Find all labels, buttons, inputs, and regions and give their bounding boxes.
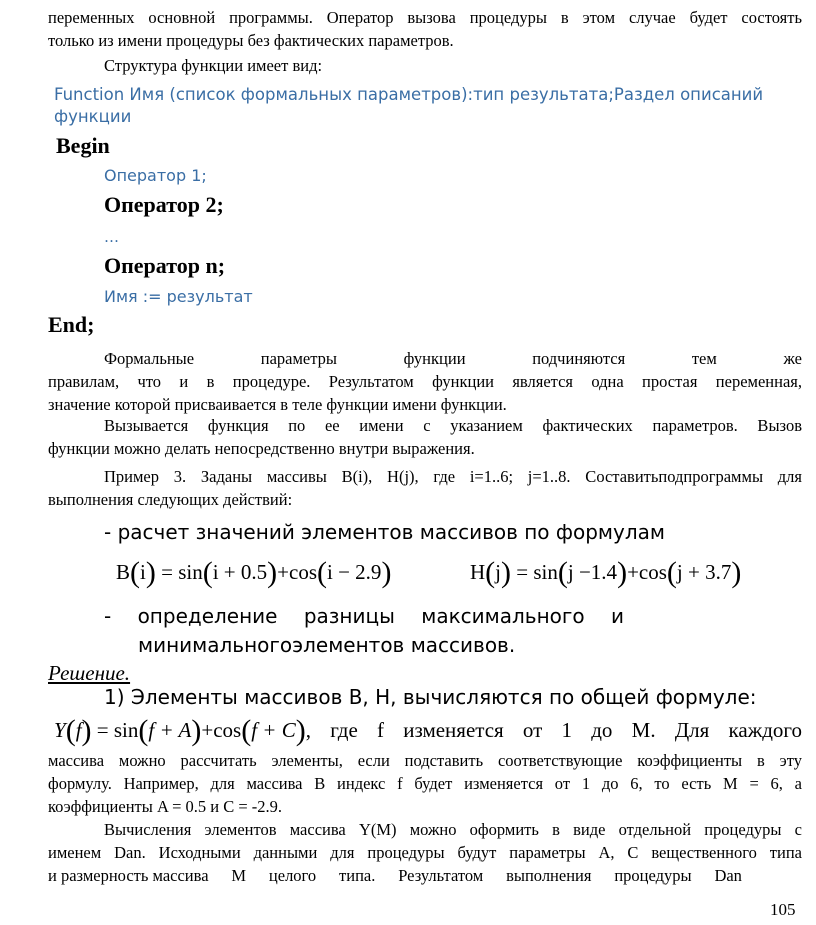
- word: M.: [631, 718, 656, 742]
- code-ellipsis: …: [104, 228, 119, 246]
- intro-line-2: только из имени процедуры без фактических параметров.: [48, 31, 454, 50]
- page-number: 105: [770, 900, 796, 919]
- function-header-line-1: Function Имя (список формальных параметров):тип результата;Раздел описаний: [54, 85, 764, 104]
- word: разницы: [303, 604, 395, 628]
- word: максимального: [421, 604, 585, 628]
- word: Формальные: [104, 349, 195, 368]
- comma: ,: [305, 718, 311, 742]
- word: Для: [674, 718, 710, 742]
- formula-b-arg: i: [140, 560, 146, 584]
- sin-arg: j −1.4: [567, 560, 618, 584]
- cos-fn: cos: [289, 560, 317, 584]
- solution-heading: Решение.: [48, 661, 131, 685]
- word: 1: [561, 718, 573, 742]
- sin-fn: sin: [113, 718, 139, 742]
- word: Dan: [714, 866, 742, 885]
- cos-arg: f + C: [251, 718, 296, 742]
- formula-h-arg: j: [495, 560, 502, 584]
- solution-step-1: 1) Элементы массивов B, H, вычисляются по общей формуле:: [104, 685, 757, 709]
- word: изменяется: [403, 718, 504, 742]
- word: типа.: [339, 866, 376, 885]
- intro-line-1: переменных основной программы. Оператор вызова процедуры в этом случае будет состоять: [48, 8, 802, 27]
- formula-y-line: [54, 714, 802, 748]
- code-begin: Begin: [56, 133, 110, 158]
- sin-arg: i + 0.5: [212, 560, 268, 584]
- code-end: End;: [48, 312, 95, 337]
- code-assign-result: Имя := результат: [104, 287, 253, 306]
- formula-b-lhs: B: [116, 560, 131, 584]
- para2-line-1: Вызывается функция по ее имени с указанием фактических параметров. Вызов: [104, 416, 802, 435]
- equals-sign: =: [516, 560, 529, 584]
- formula-y: Y(f) = sin(f + A)+cos(f + C),: [54, 714, 311, 747]
- code-operator-n: Оператор n;: [104, 253, 226, 278]
- word: определение: [137, 604, 278, 628]
- solution-line-3: формулу. Например, для массива B индекс f будет изменяется от 1 до 6, то есть M = 6, а: [48, 774, 802, 793]
- task-2-line-2: минимальногоэлементов массивов.: [138, 633, 516, 657]
- word: параметры: [260, 349, 337, 368]
- para1-line-2: правилам, что и в процедуре. Результатом функции является одна простая переменная,: [48, 372, 802, 391]
- plus-sign: +: [277, 560, 289, 584]
- para1-line-3: значение которой присваивается в теле функции имени функции.: [48, 395, 507, 414]
- word: тем: [691, 349, 717, 368]
- cos-arg: j + 3.7: [676, 560, 732, 584]
- structure-caption: Структура функции имеет вид:: [104, 56, 323, 75]
- cos-fn: cos: [638, 560, 667, 584]
- function-header-line-2: функции: [54, 107, 132, 126]
- sin-fn: sin: [178, 560, 203, 584]
- word: M: [231, 866, 247, 885]
- para2-line-2: функции можно делать непосредственно внутри выражения.: [48, 439, 475, 458]
- equals-sign: =: [96, 718, 109, 742]
- formula-y-lhs: Y: [54, 718, 66, 742]
- cos-arg: i − 2.9: [327, 560, 382, 584]
- word: до: [591, 718, 613, 742]
- word: Результатом: [398, 866, 484, 885]
- formula-h: H(j) = sin(j −1.4)+cos(j + 3.7): [470, 556, 742, 589]
- para3-line-2: именем Dan. Исходными данными для процедуры будут параметры A, C вещественного типа: [48, 843, 802, 862]
- example-line-2: выполнения следующих действий:: [48, 490, 293, 509]
- para3-line-1: Вычисления элементов массива Y(M) можно оформить в виде отдельной процедуры с: [104, 820, 802, 839]
- sin-arg: f + A: [148, 718, 192, 742]
- code-operator-2: Оператор 2;: [104, 192, 224, 217]
- plus-sign: +: [627, 560, 639, 584]
- sin-fn: sin: [533, 560, 558, 584]
- word: выполнения: [506, 866, 592, 885]
- word: f: [376, 718, 384, 742]
- word: и: [610, 604, 624, 628]
- plus-sign: +: [201, 718, 214, 742]
- solution-line-2: массива можно рассчитать элементы, если подставить соответствующие коэффициенты в эту: [48, 751, 802, 770]
- equals-sign: =: [161, 560, 173, 584]
- word: -: [104, 604, 112, 628]
- task-2-line-1: [104, 602, 624, 630]
- cos-fn: cos: [213, 718, 242, 742]
- word: процедуры: [614, 866, 692, 885]
- formula-b: B(i) = sin(i + 0.5)+cos(i − 2.9): [116, 556, 392, 589]
- word: функции: [403, 349, 466, 368]
- word: от: [522, 718, 543, 742]
- task-1: - расчет значений элементов массивов по формулам: [104, 520, 665, 544]
- word: где: [330, 718, 358, 742]
- para3-line-3: [48, 864, 742, 887]
- word: же: [783, 349, 802, 368]
- word: каждого: [728, 718, 802, 742]
- word: и размерность массива: [48, 866, 209, 885]
- example-line-1: Пример 3. Заданы массивы B(i), H(j), где i=1..6; j=1..8. Составитьподпрограммы для: [104, 467, 802, 486]
- word: подчиняются: [532, 349, 626, 368]
- formula-y-arg: f: [75, 718, 82, 742]
- solution-line-4: коэффициенты A = 0.5 и C = -2.9.: [48, 797, 283, 816]
- para1-line-1: [104, 347, 802, 370]
- formula-h-lhs: H: [470, 560, 486, 584]
- word: целого: [268, 866, 317, 885]
- code-operator-1: Оператор 1;: [104, 166, 207, 185]
